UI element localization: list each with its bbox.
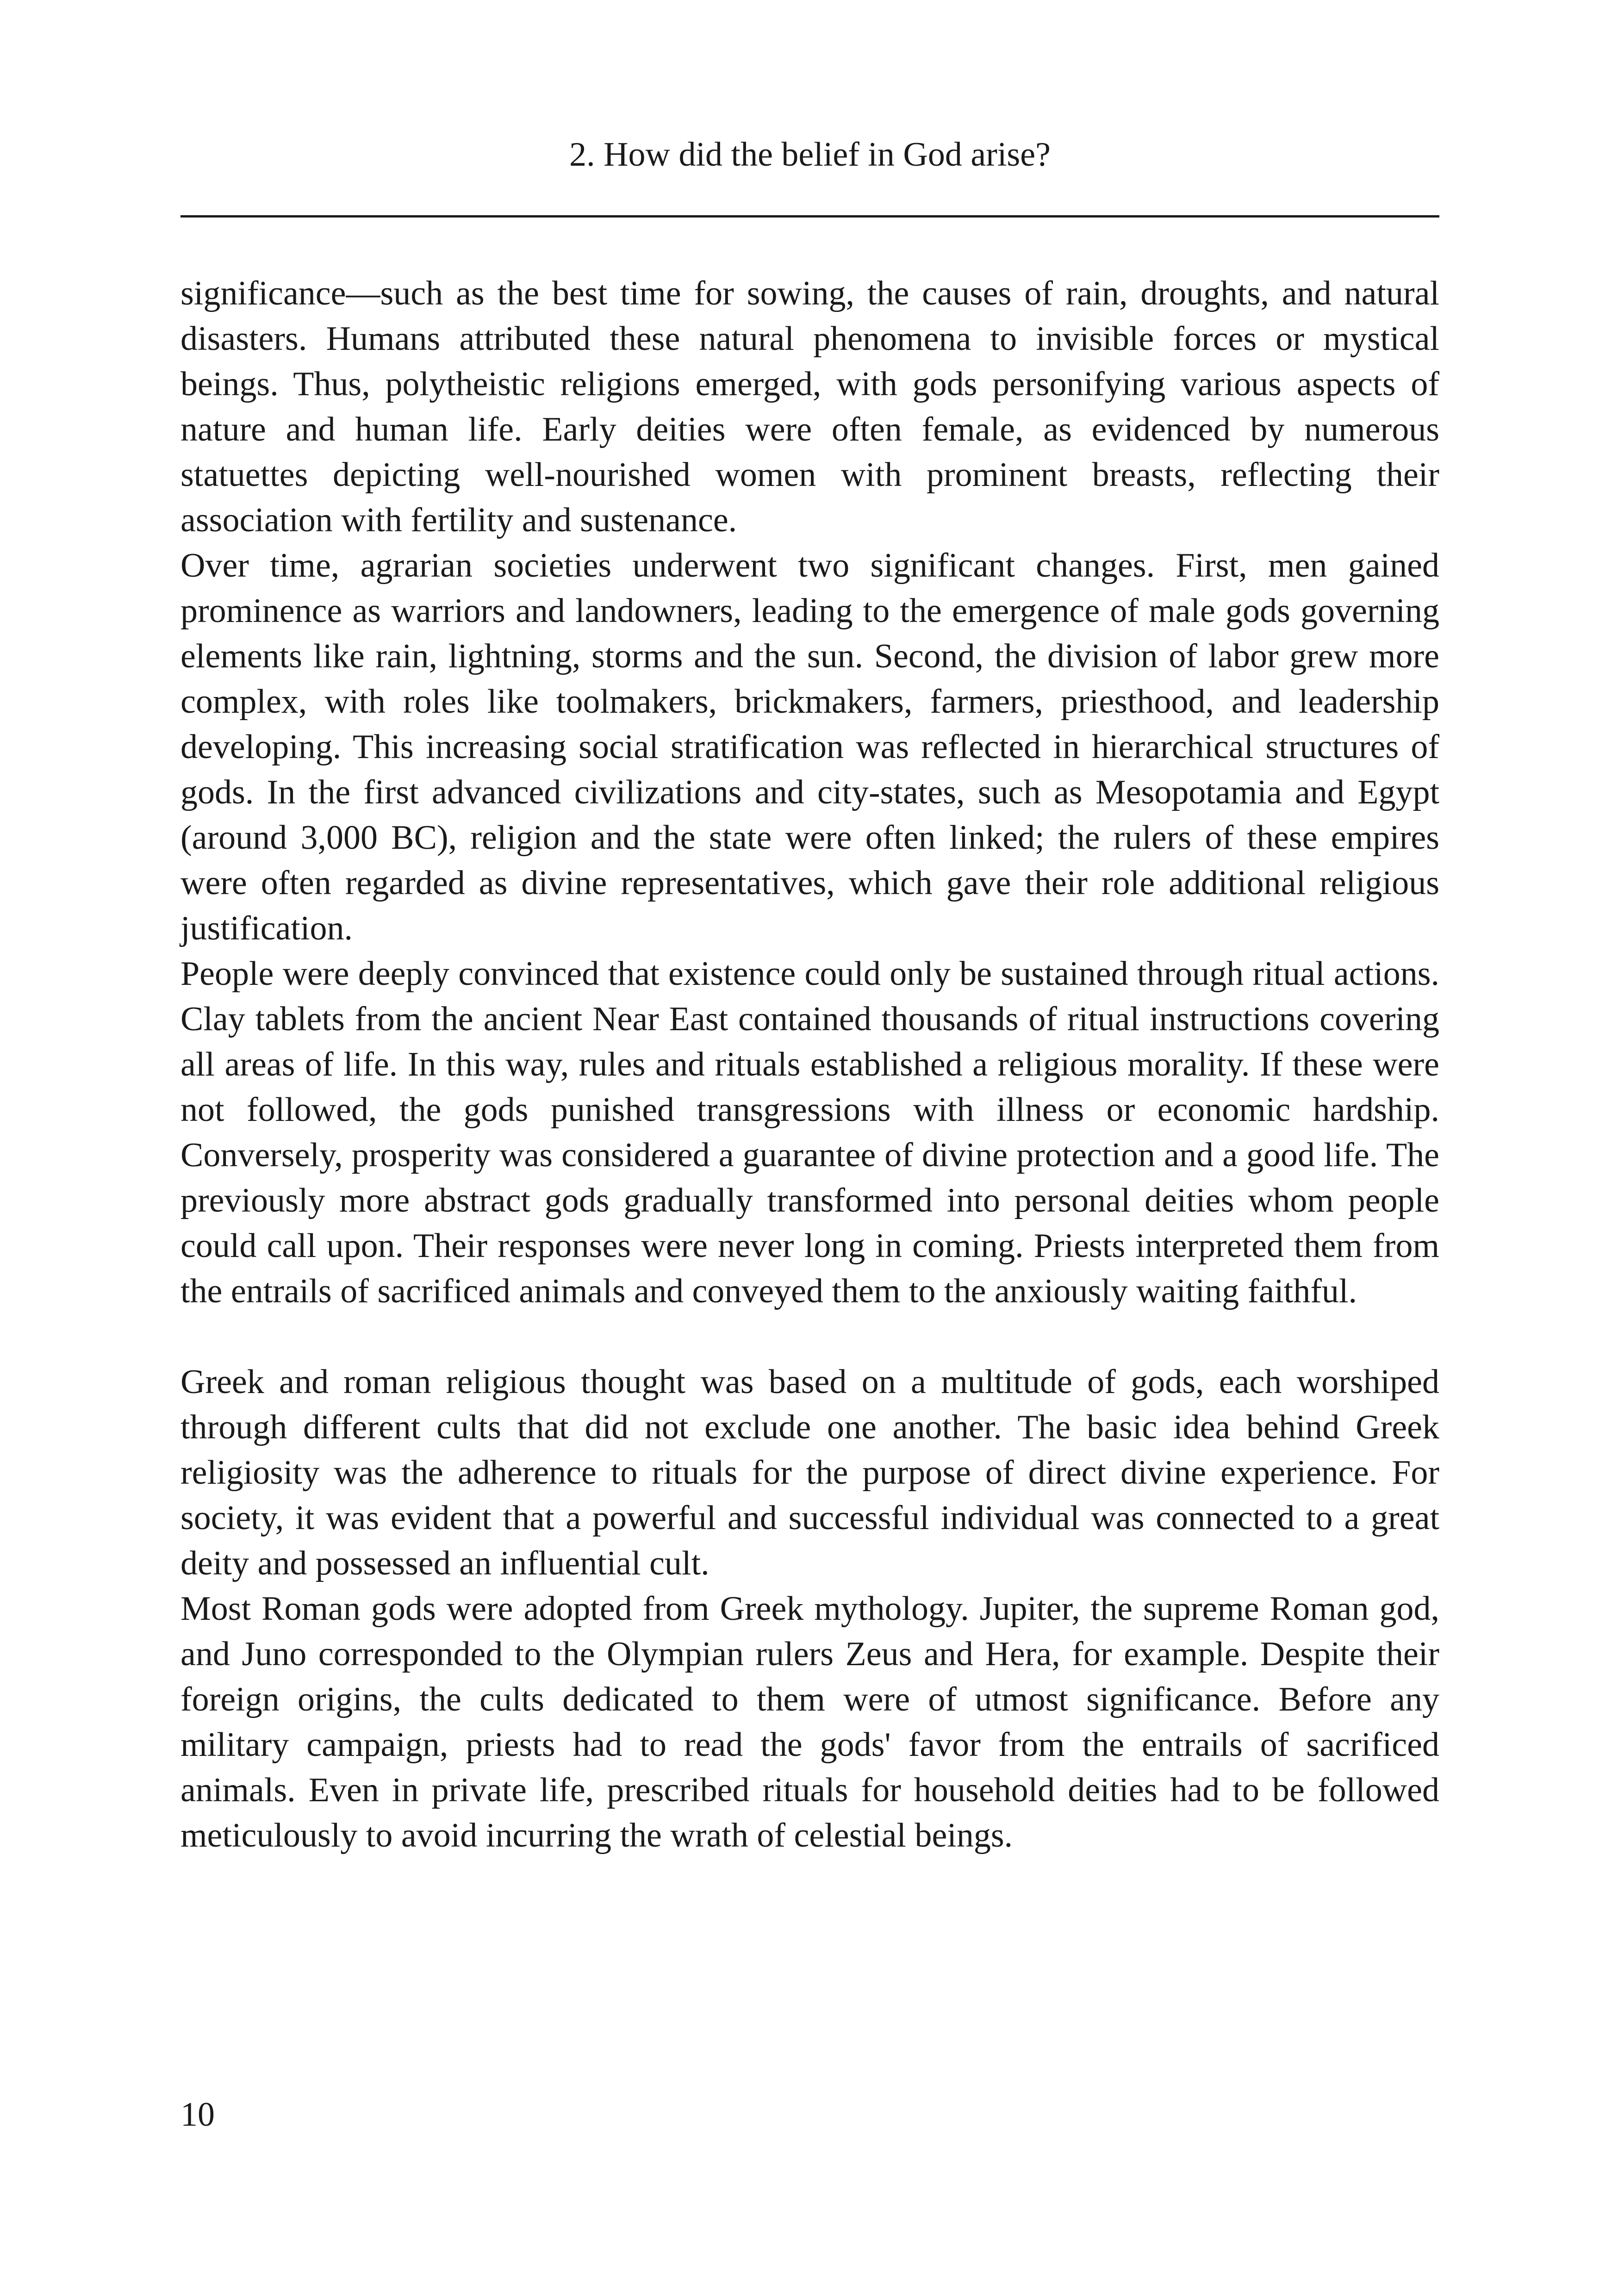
running-head: 2. How did the belief in God arise? — [569, 136, 1051, 174]
page-number: 10 — [180, 2096, 215, 2134]
body-text — [180, 271, 1439, 1858]
header-rule — [180, 215, 1439, 218]
paragraph: Over time, agrarian societies underwent two significant changes. First, men gained prominence as warriors and landowners, leading to the emergence of male gods governing elements like rain, lightning, storms and the sun. Second, the division of labor grew more complex, with roles like toolmakers, brickmakers, farmers, priesthood, and leadership developing. This increasing social stratification was reflected in hierarchical structures of gods. In the first advanced civilizations and city-states, such as Mesopotamia and Egypt (around 3,000 BC), religion and the state were often linked; the rulers of these empires were often regarded as divine representatives, which gave their role additional religious justification. — [180, 547, 1439, 947]
paragraph: People were deeply convinced that existence could only be sustained through ritual actions. Clay tablets from the ancient Near East contained thousands of ritual instructions covering all areas of life. In this way, rules and rituals established a religious morality. If these were not followed, the gods punished transgressions with illness or economic hardship. Conversely, prosperity was considered a guarantee of divine protection and a good life. The previously more abstract gods gradually transformed into personal deities whom people could call upon. Their responses were never long in coming. Priests interpreted them from the entrails of sacrificed animals and conveyed them to the anxiously waiting faithful. — [180, 955, 1439, 1310]
paragraph: Greek and roman religious thought was based on a multitude of gods, each worshiped through different cults that did not exclude one another. The basic idea behind Greek religiosity was the adherence to rituals for the purpose of direct divine experience. For society, it was evident that a powerful and successful individual was connected to a great deity and possessed an influential cult. — [180, 1363, 1439, 1582]
paragraph: Most Roman gods were adopted from Greek mythology. Jupiter, the supreme Roman god, and Juno corresponded to the Olympian rulers Zeus and Hera, for example. Despite their foreign origins, the cults dedicated to them were of utmost significance. Before any military campaign, priests had to read the gods' favor from the entrails of sacrificed animals. Even in private life, prescribed rituals for household deities had to be followed meticulously to avoid incurring the wrath of celestial beings. — [180, 1590, 1439, 1854]
paragraph: significance—such as the best time for sowing, the causes of rain, droughts, and natural disasters. Humans attributed these natural phenomena to invisible forces or mystical beings. Thus, polytheistic religions emerged, with gods personifying various aspects of nature and human life. Early deities were often female, as evidenced by numerous statuettes depicting well-nourished women with prominent breasts, reflecting their association with fertility and sustenance. — [180, 274, 1439, 539]
